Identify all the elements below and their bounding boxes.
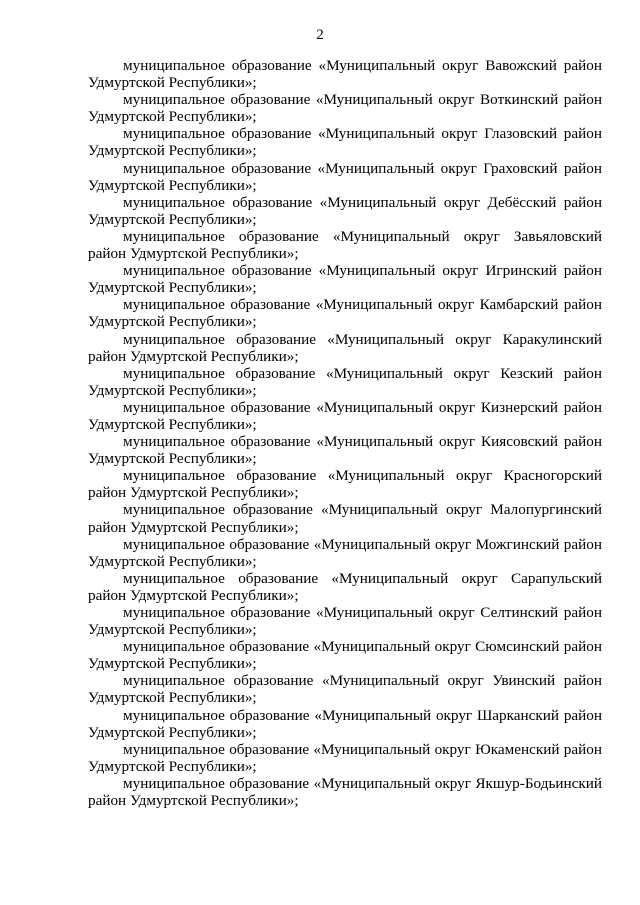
list-item: муниципальное образование «Муниципальный округ Селтинский район Удмуртской Республики»; — [88, 604, 602, 639]
list-item: муниципальное образование «Муниципальный округ Граховский район Удмуртской Республики»; — [88, 159, 602, 194]
list-item: муниципальное образование «Муниципальный округ Киясовский район Удмуртской Республики»; — [88, 433, 602, 468]
list-item: муниципальное образование «Муниципальный округ Игринский район Удмуртской Республики»; — [88, 262, 602, 297]
list-item: муниципальное образование «Муниципальный округ Увинский район Удмуртской Республики»; — [88, 672, 602, 707]
list-item: муниципальное образование «Муниципальный округ Красногорский район Удмуртской Республики»; — [88, 467, 602, 502]
list-item: муниципальное образование «Муниципальный округ Малопургинский район Удмуртской Республики»; — [88, 501, 602, 536]
list-item: муниципальное образование «Муниципальный округ Сюмсинский район Удмуртской Республики»; — [88, 638, 602, 673]
list-item: муниципальное образование «Муниципальный округ Вавожский район Удмуртской Республики»; — [88, 57, 602, 92]
list-item: муниципальное образование «Муниципальный округ Якшур-Бодьинский район Удмуртской Республики»; — [88, 774, 602, 810]
list-item: муниципальное образование «Муниципальный округ Можгинский район Удмуртской Республики»; — [88, 535, 602, 570]
list-item: муниципальное образование «Муниципальный округ Дебёсский район Удмуртской Республики»; — [88, 193, 602, 228]
list-item: муниципальное образование «Муниципальный округ Юкаменский район Удмуртской Республики»; — [88, 740, 602, 775]
municipality-list — [88, 57, 602, 809]
list-item: муниципальное образование «Муниципальный округ Кизнерский район Удмуртской Республики»; — [88, 398, 602, 433]
list-item: муниципальное образование «Муниципальный округ Каракулинский район Удмуртской Республики»; — [88, 330, 602, 365]
list-item: муниципальное образование «Муниципальный округ Шарканский район Удмуртской Республики»; — [88, 706, 602, 741]
list-item: муниципальное образование «Муниципальный округ Завьяловский район Удмуртской Республики»; — [88, 227, 602, 263]
list-item: муниципальное образование «Муниципальный округ Сарапульский район Удмуртской Республики»; — [88, 569, 602, 604]
list-item: муниципальное образование «Муниципальный округ Глазовский район Удмуртской Республики»; — [88, 125, 602, 160]
page-number: 2 — [316, 27, 324, 43]
list-item: муниципальное образование «Муниципальный округ Воткинский район Удмуртской Республики»; — [88, 91, 602, 126]
list-item: муниципальное образование «Муниципальный округ Кезский район Удмуртской Республики»; — [88, 364, 602, 399]
list-item: муниципальное образование «Муниципальный округ Камбарский район Удмуртской Республики»; — [88, 296, 602, 331]
